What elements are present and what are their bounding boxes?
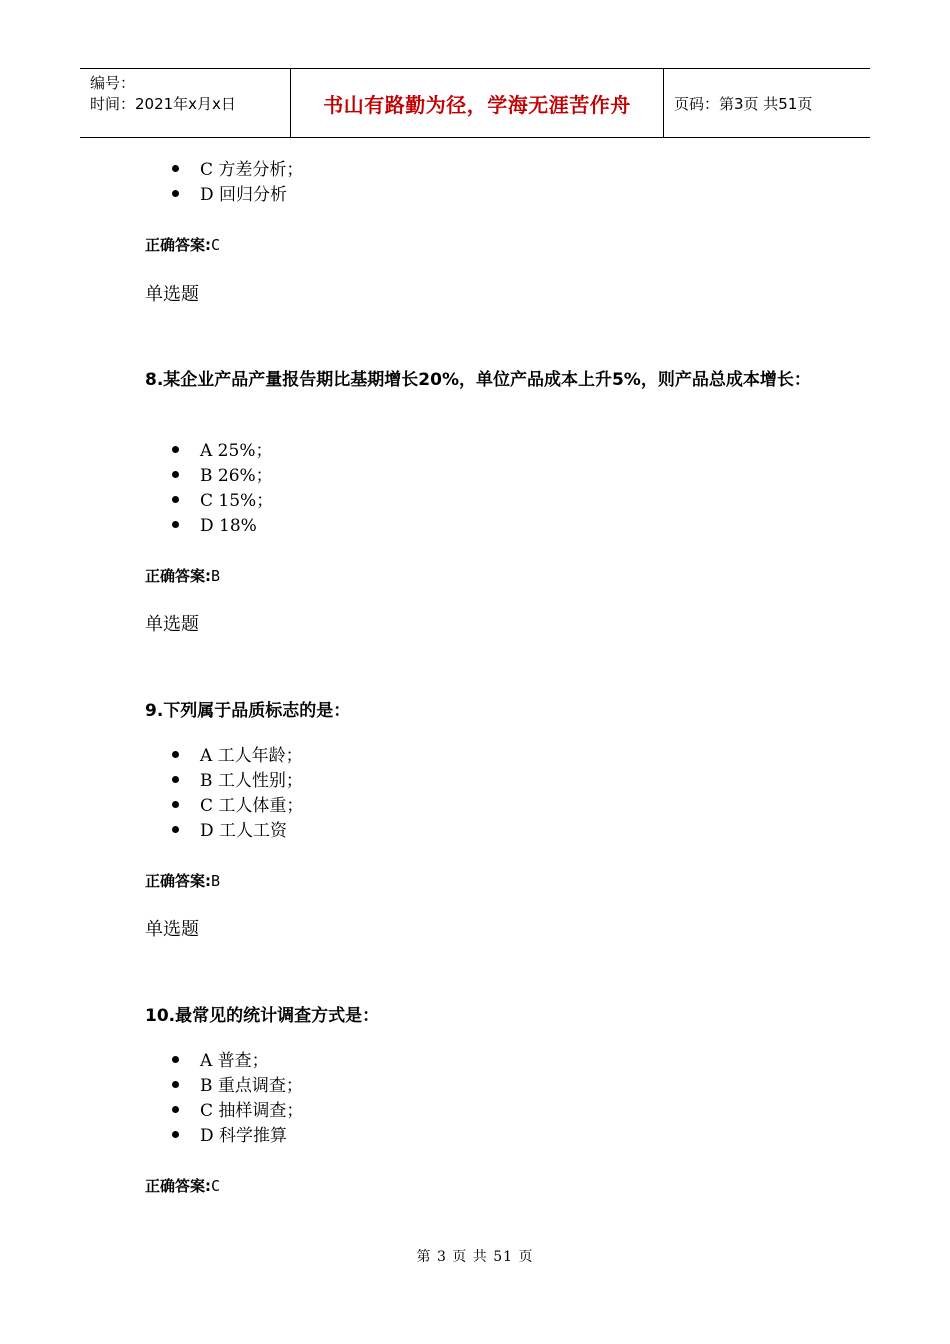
question-type: 单选题 [145, 919, 199, 940]
page-footer: 第 3 页 共 51 页 [416, 1249, 534, 1265]
number-label: 编号： [90, 74, 136, 92]
page-header [80, 68, 870, 138]
bullet-icon [172, 190, 179, 197]
option-item: B 重点调查； [172, 1074, 303, 1098]
bullet-icon [172, 801, 179, 808]
question-title: 10.最常见的统计调查方式是： [145, 1006, 380, 1026]
bullet-icon [172, 1081, 179, 1088]
header-meta [80, 69, 291, 137]
header-motto: 书山有路勤为径，学海无涯苦作舟 [291, 69, 664, 137]
bullet-icon [172, 471, 179, 478]
option-item: B 26%； [172, 464, 273, 488]
bullet-icon [172, 1106, 179, 1113]
correct-answer: 正确答案:C [145, 1177, 221, 1195]
correct-answer: 正确答案:B [145, 567, 221, 585]
bullet-icon [172, 521, 179, 528]
bullet-icon [172, 446, 179, 453]
question-type: 单选题 [145, 614, 199, 635]
option-item: A 25%； [172, 439, 272, 463]
correct-answer: 正确答案:B [145, 872, 221, 890]
question-title: 8.某企业产品产量报告期比基期增长20%，单位产品成本上升5%，则产品总成本增长： [145, 370, 811, 390]
option-item: A 普查； [172, 1049, 269, 1073]
option-item: D 18% [172, 514, 257, 538]
header-page-info: 页码：第3页 共51页 [674, 94, 813, 113]
bullet-icon [172, 165, 179, 172]
option-item: C 15%； [172, 489, 273, 513]
question-type: 单选题 [145, 284, 199, 305]
question-title: 9.下列属于品质标志的是： [145, 701, 351, 721]
bullet-icon [172, 496, 179, 503]
bullet-icon [172, 826, 179, 833]
option-item: D 科学推算 [172, 1124, 287, 1148]
option-item: A 工人年龄； [172, 744, 303, 768]
option-item: D 回归分析 [172, 183, 287, 207]
bullet-icon [172, 751, 179, 758]
correct-answer: 正确答案:C [145, 236, 221, 254]
bullet-icon [172, 776, 179, 783]
bullet-icon [172, 1056, 179, 1063]
option-item: C 方差分析； [172, 158, 303, 182]
option-item: C 抽样调查； [172, 1099, 303, 1123]
bullet-icon [172, 1131, 179, 1138]
option-item: B 工人性别； [172, 769, 303, 793]
time-label: 时间：2021年x月x日 [90, 95, 236, 113]
option-item: D 工人工资 [172, 819, 287, 843]
option-item: C 工人体重； [172, 794, 303, 818]
